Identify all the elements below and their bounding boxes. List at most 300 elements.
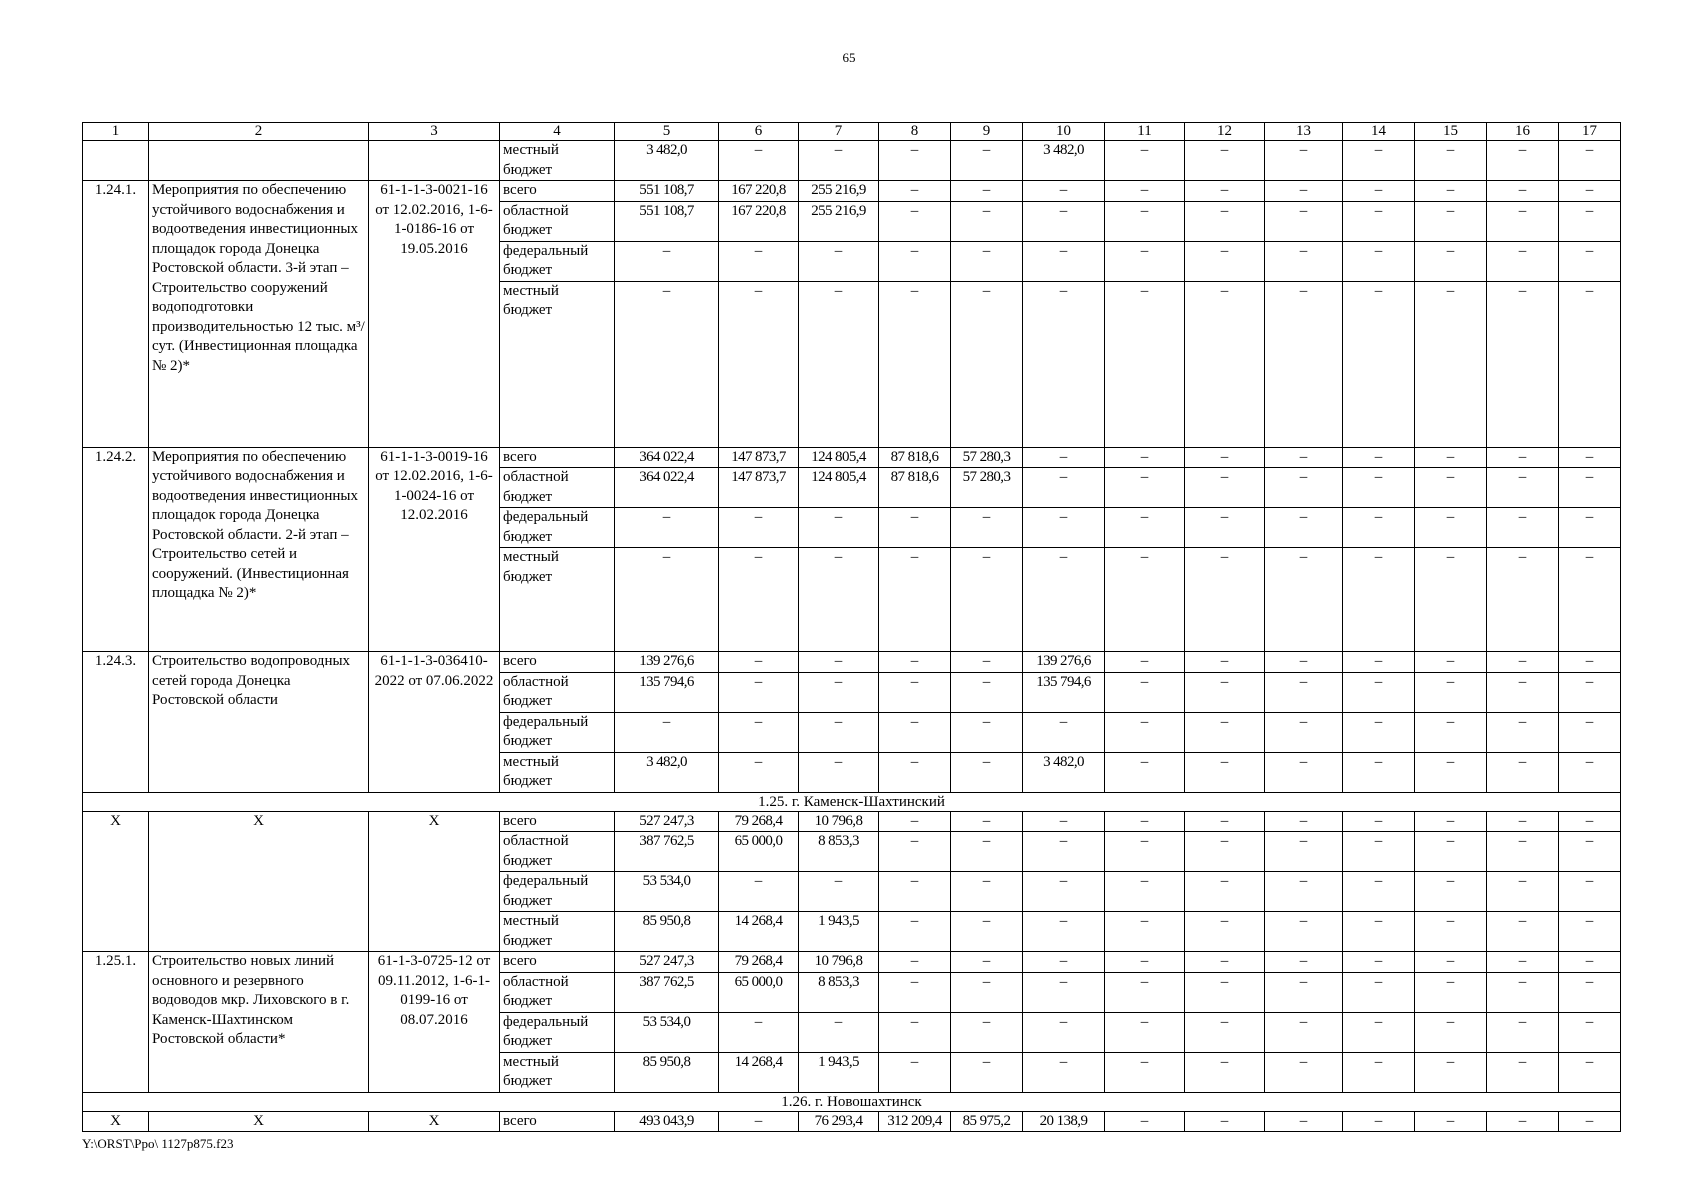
amount-cell: 147 873,7 bbox=[719, 468, 799, 508]
amount-cell: – bbox=[1487, 281, 1559, 447]
amount-cell: – bbox=[1559, 972, 1621, 1012]
amount-cell: – bbox=[1105, 141, 1185, 181]
amount-cell: – bbox=[1343, 281, 1415, 447]
amount-cell: – bbox=[951, 241, 1023, 281]
table-row bbox=[83, 1111, 1621, 1132]
amount-cell: – bbox=[1559, 181, 1621, 202]
amount-cell: 8 853,3 bbox=[799, 832, 879, 872]
amount-cell: – bbox=[1185, 548, 1265, 652]
item-document: 61-1-1-3-0019-16 от 12.02.2016, 1-6-1-0024-16 от 12.02.2016 bbox=[369, 447, 500, 652]
amount-cell: – bbox=[1023, 241, 1105, 281]
amount-cell: 387 762,5 bbox=[615, 972, 719, 1012]
amount-cell: – bbox=[1487, 1012, 1559, 1052]
amount-cell: 3 482,0 bbox=[615, 752, 719, 792]
table-row bbox=[83, 952, 1621, 973]
amount-cell: – bbox=[951, 141, 1023, 181]
amount-cell: – bbox=[1105, 752, 1185, 792]
amount-cell: 551 108,7 bbox=[615, 181, 719, 202]
amount-cell: 167 220,8 bbox=[719, 201, 799, 241]
item-number: Х bbox=[83, 1111, 149, 1132]
section-title: 1.26. г. Новошахтинск bbox=[83, 1092, 1621, 1111]
amount-cell: – bbox=[1265, 447, 1343, 468]
amount-cell: 255 216,9 bbox=[799, 201, 879, 241]
funding-source: местный бюджет bbox=[500, 912, 615, 952]
amount-cell: – bbox=[1023, 872, 1105, 912]
amount-cell: – bbox=[1487, 872, 1559, 912]
column-header: 11 bbox=[1105, 123, 1185, 141]
amount-cell: – bbox=[1265, 1111, 1343, 1132]
amount-cell: – bbox=[1415, 141, 1487, 181]
amount-cell: – bbox=[1343, 912, 1415, 952]
amount-cell: – bbox=[615, 241, 719, 281]
amount-cell: – bbox=[1559, 672, 1621, 712]
amount-cell: – bbox=[1415, 468, 1487, 508]
amount-cell: – bbox=[1559, 141, 1621, 181]
amount-cell: – bbox=[799, 548, 879, 652]
amount-cell: – bbox=[1343, 1111, 1415, 1132]
amount-cell: 135 794,6 bbox=[615, 672, 719, 712]
amount-cell: – bbox=[1105, 972, 1185, 1012]
column-header: 4 bbox=[500, 123, 615, 141]
column-header: 13 bbox=[1265, 123, 1343, 141]
amount-cell: – bbox=[1105, 548, 1185, 652]
amount-cell: 87 818,6 bbox=[879, 468, 951, 508]
amount-cell: – bbox=[951, 1012, 1023, 1052]
amount-cell: – bbox=[719, 508, 799, 548]
section-heading-row bbox=[83, 792, 1621, 811]
funding-source: областной бюджет bbox=[500, 201, 615, 241]
amount-cell: – bbox=[719, 548, 799, 652]
amount-cell: 87 818,6 bbox=[879, 447, 951, 468]
item-name: Строительство новых линий основного и резервного водоводов мкр. Лиховского в г. Каменск-Шахтинском Ростовской области* bbox=[149, 952, 369, 1093]
amount-cell: – bbox=[1023, 447, 1105, 468]
amount-cell: – bbox=[1487, 548, 1559, 652]
table-row bbox=[83, 181, 1621, 202]
amount-cell: – bbox=[951, 712, 1023, 752]
amount-cell: – bbox=[1023, 712, 1105, 752]
amount-cell: – bbox=[1185, 672, 1265, 712]
funding-source: всего bbox=[500, 447, 615, 468]
amount-cell: – bbox=[1343, 548, 1415, 652]
amount-cell: – bbox=[879, 972, 951, 1012]
amount-cell: – bbox=[879, 652, 951, 673]
amount-cell: – bbox=[1343, 652, 1415, 673]
amount-cell: – bbox=[1343, 181, 1415, 202]
amount-cell: – bbox=[1265, 652, 1343, 673]
amount-cell: – bbox=[799, 508, 879, 548]
amount-cell: – bbox=[879, 672, 951, 712]
amount-cell: – bbox=[1559, 952, 1621, 973]
amount-cell: – bbox=[1343, 1012, 1415, 1052]
amount-cell: – bbox=[615, 548, 719, 652]
column-header: 8 bbox=[879, 123, 951, 141]
amount-cell: – bbox=[1343, 1052, 1415, 1092]
item-name: Строительство водопроводных сетей города Донецка Ростовской области bbox=[149, 652, 369, 793]
amount-cell: – bbox=[1343, 468, 1415, 508]
amount-cell: – bbox=[1265, 672, 1343, 712]
amount-cell: – bbox=[1415, 832, 1487, 872]
amount-cell: 79 268,4 bbox=[719, 952, 799, 973]
funding-source: областной бюджет bbox=[500, 672, 615, 712]
item-name: Х bbox=[149, 811, 369, 952]
amount-cell: 139 276,6 bbox=[615, 652, 719, 673]
item-number bbox=[83, 141, 149, 181]
amount-cell: – bbox=[951, 811, 1023, 832]
item-document: 61-1-1-3-0021-16 от 12.02.2016, 1-6-1-0186-16 от 19.05.2016 bbox=[369, 181, 500, 448]
amount-cell: 10 796,8 bbox=[799, 811, 879, 832]
amount-cell: 57 280,3 bbox=[951, 468, 1023, 508]
funding-source: всего bbox=[500, 652, 615, 673]
item-document: Х bbox=[369, 1111, 500, 1132]
funding-source: всего bbox=[500, 811, 615, 832]
amount-cell: – bbox=[1185, 752, 1265, 792]
amount-cell: – bbox=[1105, 912, 1185, 952]
amount-cell: 493 043,9 bbox=[615, 1111, 719, 1132]
amount-cell: – bbox=[1343, 811, 1415, 832]
amount-cell: – bbox=[1559, 241, 1621, 281]
funding-source: всего bbox=[500, 181, 615, 202]
amount-cell: – bbox=[799, 1012, 879, 1052]
amount-cell: – bbox=[1185, 141, 1265, 181]
amount-cell: – bbox=[1185, 652, 1265, 673]
amount-cell: – bbox=[1185, 1012, 1265, 1052]
amount-cell: 167 220,8 bbox=[719, 181, 799, 202]
amount-cell: – bbox=[1415, 712, 1487, 752]
amount-cell: – bbox=[1487, 508, 1559, 548]
amount-cell: – bbox=[879, 752, 951, 792]
amount-cell: 85 975,2 bbox=[951, 1111, 1023, 1132]
amount-cell: – bbox=[1343, 952, 1415, 973]
funding-source: областной бюджет bbox=[500, 832, 615, 872]
amount-cell: – bbox=[615, 508, 719, 548]
funding-source: областной бюджет bbox=[500, 972, 615, 1012]
amount-cell: – bbox=[1105, 952, 1185, 973]
amount-cell: – bbox=[1265, 972, 1343, 1012]
amount-cell: – bbox=[1185, 1111, 1265, 1132]
amount-cell: – bbox=[879, 181, 951, 202]
amount-cell: – bbox=[1415, 181, 1487, 202]
funding-source: местный бюджет bbox=[500, 752, 615, 792]
amount-cell: 135 794,6 bbox=[1023, 672, 1105, 712]
amount-cell: – bbox=[719, 672, 799, 712]
amount-cell: – bbox=[1415, 201, 1487, 241]
table-row bbox=[83, 141, 1621, 181]
footer-file-path: Y:\ORST\Ppo\ 1127p875.f23 bbox=[82, 1136, 234, 1151]
funding-source: местный бюджет bbox=[500, 1052, 615, 1092]
amount-cell: – bbox=[879, 508, 951, 548]
amount-cell: – bbox=[951, 972, 1023, 1012]
amount-cell: – bbox=[799, 652, 879, 673]
amount-cell: 85 950,8 bbox=[615, 912, 719, 952]
item-name: Х bbox=[149, 1111, 369, 1132]
amount-cell: 85 950,8 bbox=[615, 1052, 719, 1092]
amount-cell: – bbox=[1343, 832, 1415, 872]
amount-cell: – bbox=[1105, 1111, 1185, 1132]
amount-cell: – bbox=[1023, 201, 1105, 241]
amount-cell: – bbox=[1185, 712, 1265, 752]
amount-cell: 139 276,6 bbox=[1023, 652, 1105, 673]
amount-cell: – bbox=[879, 912, 951, 952]
amount-cell: – bbox=[951, 548, 1023, 652]
amount-cell: 8 853,3 bbox=[799, 972, 879, 1012]
amount-cell: – bbox=[1185, 281, 1265, 447]
amount-cell: – bbox=[1265, 832, 1343, 872]
amount-cell: – bbox=[719, 712, 799, 752]
amount-cell: – bbox=[951, 1052, 1023, 1092]
amount-cell: – bbox=[951, 872, 1023, 912]
amount-cell: 255 216,9 bbox=[799, 181, 879, 202]
amount-cell: – bbox=[1105, 508, 1185, 548]
amount-cell: – bbox=[1559, 872, 1621, 912]
amount-cell: – bbox=[1343, 872, 1415, 912]
column-header: 14 bbox=[1343, 123, 1415, 141]
amount-cell: – bbox=[1185, 181, 1265, 202]
item-document bbox=[369, 141, 500, 181]
amount-cell: – bbox=[1105, 811, 1185, 832]
funding-source: местный бюджет bbox=[500, 281, 615, 447]
amount-cell: – bbox=[879, 548, 951, 652]
amount-cell: – bbox=[951, 752, 1023, 792]
item-document: 61-1-1-3-036410-2022 от 07.06.2022 bbox=[369, 652, 500, 793]
amount-cell: – bbox=[1105, 181, 1185, 202]
funding-source: федеральный бюджет bbox=[500, 241, 615, 281]
amount-cell: – bbox=[719, 652, 799, 673]
amount-cell: 10 796,8 bbox=[799, 952, 879, 973]
amount-cell: – bbox=[879, 201, 951, 241]
amount-cell: – bbox=[1415, 912, 1487, 952]
amount-cell: – bbox=[719, 141, 799, 181]
amount-cell: – bbox=[799, 241, 879, 281]
amount-cell: – bbox=[879, 872, 951, 912]
amount-cell: – bbox=[1415, 972, 1487, 1012]
amount-cell: – bbox=[1487, 447, 1559, 468]
amount-cell: – bbox=[1487, 652, 1559, 673]
amount-cell: – bbox=[1105, 672, 1185, 712]
amount-cell: – bbox=[1487, 811, 1559, 832]
amount-cell: – bbox=[1023, 1012, 1105, 1052]
amount-cell: – bbox=[1487, 468, 1559, 508]
amount-cell: – bbox=[1023, 1052, 1105, 1092]
column-header: 10 bbox=[1023, 123, 1105, 141]
amount-cell: – bbox=[799, 872, 879, 912]
amount-cell: 65 000,0 bbox=[719, 972, 799, 1012]
amount-cell: – bbox=[951, 832, 1023, 872]
section-heading-row bbox=[83, 1092, 1621, 1111]
amount-cell: – bbox=[879, 141, 951, 181]
amount-cell: – bbox=[951, 672, 1023, 712]
amount-cell: – bbox=[1105, 832, 1185, 872]
amount-cell: – bbox=[1487, 1052, 1559, 1092]
amount-cell: – bbox=[1487, 201, 1559, 241]
amount-cell: – bbox=[1265, 281, 1343, 447]
item-number: 1.24.3. bbox=[83, 652, 149, 793]
amount-cell: – bbox=[719, 752, 799, 792]
amount-cell: – bbox=[615, 712, 719, 752]
amount-cell: 364 022,4 bbox=[615, 468, 719, 508]
amount-cell: – bbox=[1559, 811, 1621, 832]
amount-cell: – bbox=[1559, 201, 1621, 241]
amount-cell: – bbox=[1559, 832, 1621, 872]
amount-cell: – bbox=[1487, 1111, 1559, 1132]
amount-cell: – bbox=[1487, 181, 1559, 202]
item-number: 1.25.1. bbox=[83, 952, 149, 1093]
amount-cell: 20 138,9 bbox=[1023, 1111, 1105, 1132]
amount-cell: – bbox=[1343, 141, 1415, 181]
amount-cell: – bbox=[1343, 672, 1415, 712]
amount-cell: – bbox=[1265, 1052, 1343, 1092]
amount-cell: – bbox=[1185, 811, 1265, 832]
funding-source: федеральный бюджет bbox=[500, 872, 615, 912]
amount-cell: – bbox=[1185, 241, 1265, 281]
amount-cell: – bbox=[1185, 1052, 1265, 1092]
funding-source: федеральный бюджет bbox=[500, 508, 615, 548]
amount-cell: – bbox=[1415, 811, 1487, 832]
amount-cell: – bbox=[1023, 972, 1105, 1012]
amount-cell: – bbox=[879, 1052, 951, 1092]
amount-cell: – bbox=[1105, 712, 1185, 752]
amount-cell: 3 482,0 bbox=[1023, 141, 1105, 181]
amount-cell: – bbox=[1023, 281, 1105, 447]
amount-cell: – bbox=[879, 832, 951, 872]
amount-cell: – bbox=[1185, 972, 1265, 1012]
amount-cell: – bbox=[879, 712, 951, 752]
amount-cell: – bbox=[1185, 468, 1265, 508]
column-header: 15 bbox=[1415, 123, 1487, 141]
column-header: 9 bbox=[951, 123, 1023, 141]
amount-cell: – bbox=[1559, 652, 1621, 673]
amount-cell: – bbox=[1105, 468, 1185, 508]
amount-cell: – bbox=[799, 281, 879, 447]
amount-cell: 1 943,5 bbox=[799, 912, 879, 952]
amount-cell: – bbox=[1559, 752, 1621, 792]
amount-cell: – bbox=[1343, 712, 1415, 752]
amount-cell: – bbox=[1415, 872, 1487, 912]
amount-cell: – bbox=[1265, 468, 1343, 508]
amount-cell: – bbox=[1265, 811, 1343, 832]
amount-cell: – bbox=[1415, 1052, 1487, 1092]
amount-cell: – bbox=[1415, 1111, 1487, 1132]
amount-cell: 53 534,0 bbox=[615, 872, 719, 912]
amount-cell: – bbox=[951, 201, 1023, 241]
amount-cell: 147 873,7 bbox=[719, 447, 799, 468]
amount-cell: – bbox=[1415, 652, 1487, 673]
amount-cell: – bbox=[1415, 672, 1487, 712]
table-row bbox=[83, 652, 1621, 673]
section-title: 1.25. г. Каменск-Шахтинский bbox=[83, 792, 1621, 811]
amount-cell: – bbox=[951, 912, 1023, 952]
amount-cell: – bbox=[1415, 548, 1487, 652]
amount-cell: – bbox=[1105, 241, 1185, 281]
amount-cell: – bbox=[951, 281, 1023, 447]
amount-cell: – bbox=[1023, 468, 1105, 508]
amount-cell: – bbox=[1185, 508, 1265, 548]
amount-cell: 57 280,3 bbox=[951, 447, 1023, 468]
amount-cell: – bbox=[799, 712, 879, 752]
amount-cell: – bbox=[1265, 712, 1343, 752]
amount-cell: – bbox=[1559, 1052, 1621, 1092]
amount-cell: – bbox=[1559, 508, 1621, 548]
amount-cell: – bbox=[1487, 952, 1559, 973]
amount-cell: – bbox=[1105, 281, 1185, 447]
amount-cell: – bbox=[1105, 201, 1185, 241]
column-header: 5 bbox=[615, 123, 719, 141]
amount-cell: – bbox=[615, 281, 719, 447]
amount-cell: – bbox=[1487, 241, 1559, 281]
item-number: 1.24.1. bbox=[83, 181, 149, 448]
amount-cell: – bbox=[951, 952, 1023, 973]
amount-cell: – bbox=[719, 281, 799, 447]
amount-cell: – bbox=[1343, 201, 1415, 241]
funding-source: местный бюджет bbox=[500, 548, 615, 652]
amount-cell: – bbox=[951, 652, 1023, 673]
amount-cell: – bbox=[879, 952, 951, 973]
column-number-row bbox=[83, 123, 1621, 141]
amount-cell: – bbox=[1343, 241, 1415, 281]
amount-cell: – bbox=[799, 752, 879, 792]
amount-cell: – bbox=[719, 1012, 799, 1052]
item-number: 1.24.2. bbox=[83, 447, 149, 652]
amount-cell: 14 268,4 bbox=[719, 912, 799, 952]
amount-cell: – bbox=[1415, 241, 1487, 281]
amount-cell: – bbox=[719, 1111, 799, 1132]
item-name bbox=[149, 141, 369, 181]
amount-cell: – bbox=[1559, 468, 1621, 508]
table-row bbox=[83, 811, 1621, 832]
amount-cell: – bbox=[1023, 832, 1105, 872]
amount-cell: – bbox=[1559, 912, 1621, 952]
amount-cell: – bbox=[1343, 508, 1415, 548]
funding-source: всего bbox=[500, 952, 615, 973]
amount-cell: – bbox=[879, 811, 951, 832]
amount-cell: – bbox=[799, 672, 879, 712]
item-name: Мероприятия по обеспечению устойчивого водоснабжения и водоотведения инвестиционных площадок города Донецка Ростовской области. 3-й этап – Строительство сооружений водоподготовки производительностью 12 тыс. м³/сут. (Инвестиционная площадка № 2)* bbox=[149, 181, 369, 448]
funding-source: федеральный бюджет bbox=[500, 1012, 615, 1052]
amount-cell: 3 482,0 bbox=[615, 141, 719, 181]
amount-cell: – bbox=[1023, 912, 1105, 952]
amount-cell: – bbox=[1185, 832, 1265, 872]
amount-cell: 53 534,0 bbox=[615, 1012, 719, 1052]
amount-cell: – bbox=[1415, 508, 1487, 548]
amount-cell: – bbox=[1185, 201, 1265, 241]
amount-cell: – bbox=[1265, 181, 1343, 202]
amount-cell: – bbox=[1185, 872, 1265, 912]
funding-source: местный бюджет bbox=[500, 141, 615, 181]
amount-cell: 76 293,4 bbox=[799, 1111, 879, 1132]
item-number: Х bbox=[83, 811, 149, 952]
amount-cell: – bbox=[1559, 281, 1621, 447]
column-header: 16 bbox=[1487, 123, 1559, 141]
table-row bbox=[83, 447, 1621, 468]
amount-cell: 312 209,4 bbox=[879, 1111, 951, 1132]
amount-cell: – bbox=[1487, 672, 1559, 712]
amount-cell: – bbox=[951, 508, 1023, 548]
amount-cell: – bbox=[1023, 508, 1105, 548]
amount-cell: – bbox=[1265, 872, 1343, 912]
amount-cell: – bbox=[1487, 712, 1559, 752]
budget-table bbox=[82, 122, 1621, 1132]
column-header: 12 bbox=[1185, 123, 1265, 141]
column-header: 3 bbox=[369, 123, 500, 141]
amount-cell: 65 000,0 bbox=[719, 832, 799, 872]
column-header: 6 bbox=[719, 123, 799, 141]
amount-cell: – bbox=[1023, 181, 1105, 202]
amount-cell: 124 805,4 bbox=[799, 447, 879, 468]
amount-cell: – bbox=[1265, 548, 1343, 652]
amount-cell: – bbox=[1559, 1111, 1621, 1132]
amount-cell: – bbox=[1487, 141, 1559, 181]
amount-cell: – bbox=[1487, 972, 1559, 1012]
amount-cell: – bbox=[1265, 508, 1343, 548]
